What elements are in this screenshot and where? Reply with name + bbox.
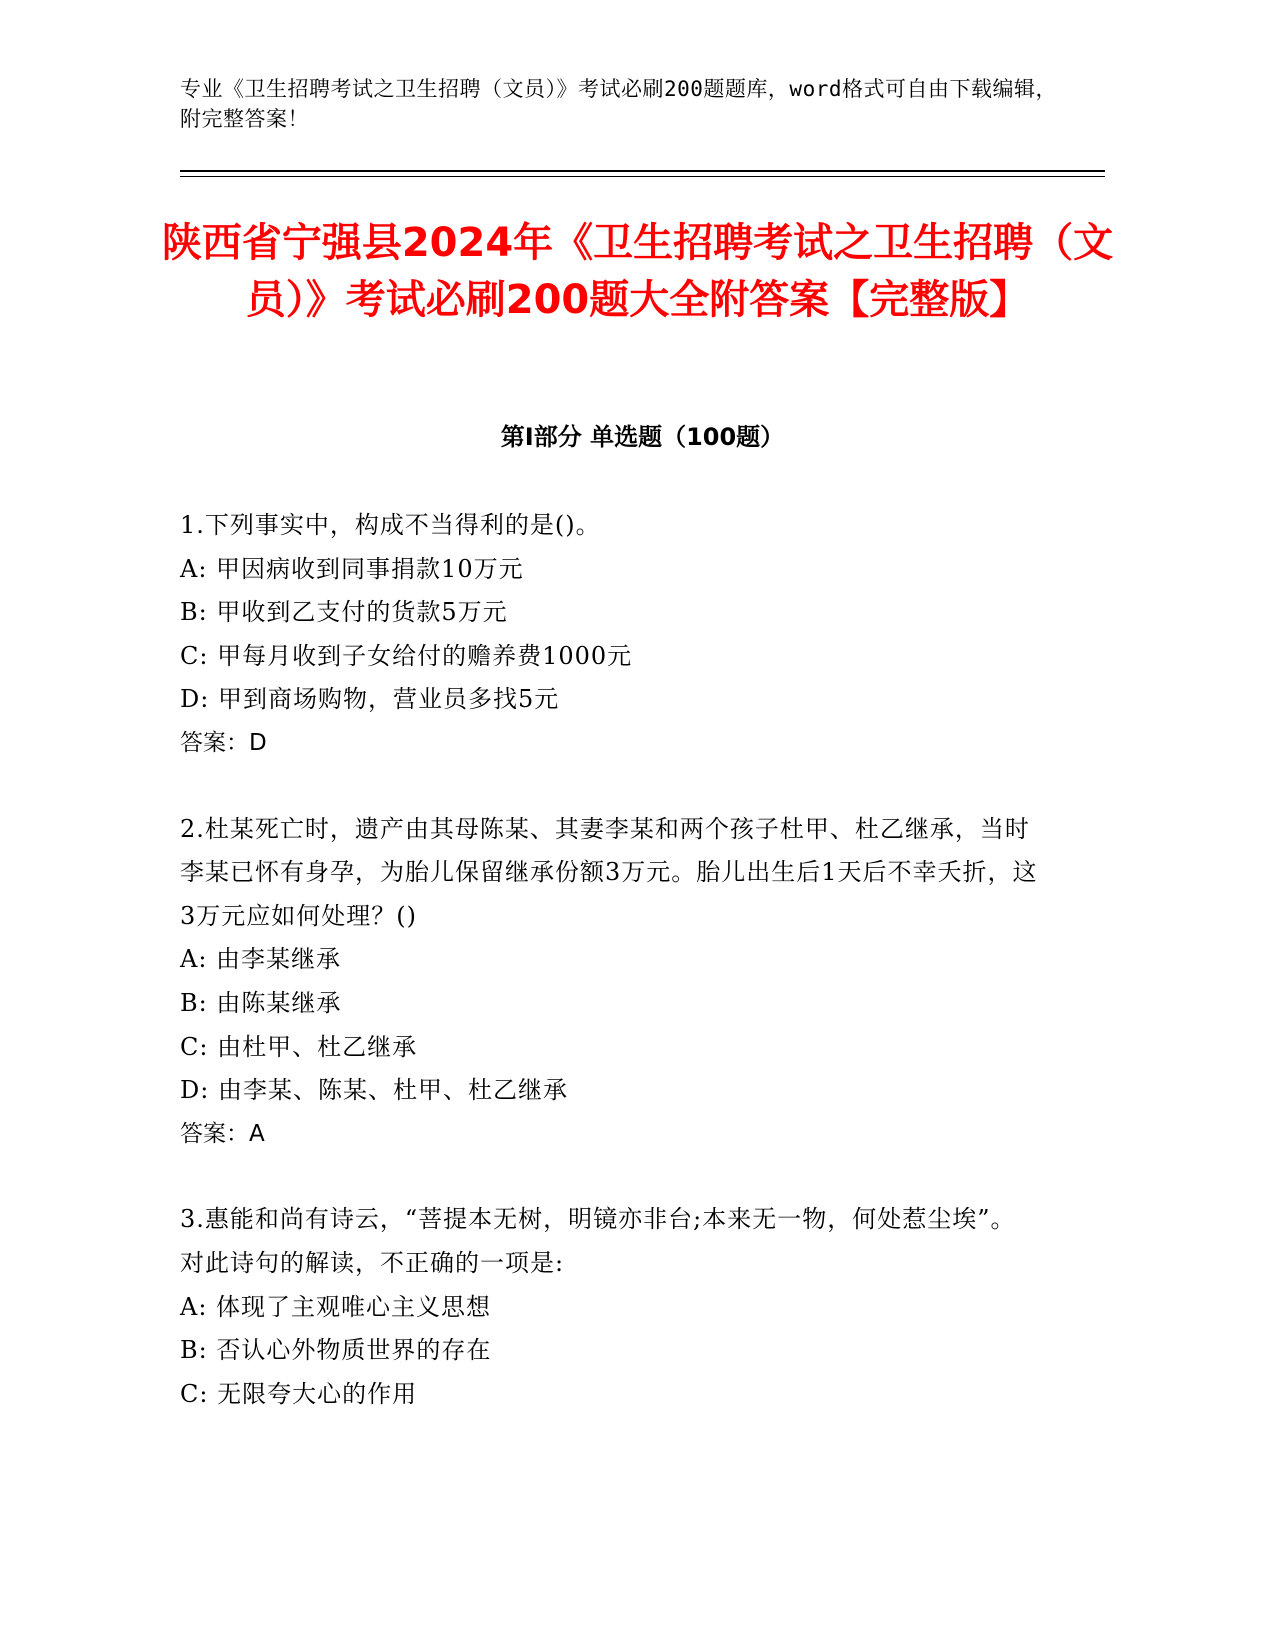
header-rule-thin <box>180 176 1105 177</box>
option-b: B: 由陈某继承 <box>180 988 342 1017</box>
option-d: D: 甲到商场购物，营业员多找5元 <box>180 685 560 714</box>
option-a: A: 体现了主观唯心主义思想 <box>180 1292 492 1321</box>
question-stem: 2.杜某死亡时，遗产由其母陈某、其妻李某和两个孩子杜甲、杜乙继承，当时李某已怀有身孕，为胎儿保留继承份额3万元。胎儿出生后1天后不幸夭折，这3万元应如何处理？() <box>180 814 1038 930</box>
option-c: C: 无限夸大心的作用 <box>180 1379 418 1408</box>
document-title: 陕西省宁强县2024年《卫生招聘考试之卫生招聘（文员）》考试必刷200题大全附答案【完整版】 <box>161 220 1114 323</box>
header-rule-thick <box>180 170 1105 172</box>
answer-label: 答案：A <box>180 1120 265 1147</box>
question-list <box>180 504 1040 1458</box>
option-c: C: 甲每月收到子女给付的赡养费1000元 <box>180 641 633 670</box>
option-c: C: 由杜甲、杜乙继承 <box>180 1032 418 1061</box>
option-b: B: 甲收到乙支付的货款5万元 <box>180 598 508 627</box>
question-1 <box>180 504 1040 766</box>
question-2 <box>180 808 1040 1157</box>
option-a: A: 甲因病收到同事捐款10万元 <box>180 554 524 583</box>
question-stem: 1.下列事实中，构成不当得利的是()。 <box>180 511 601 539</box>
option-d: D: 由李某、陈某、杜甲、杜乙继承 <box>180 1076 568 1105</box>
header-note: 专业《卫生招聘考试之卫生招聘（文员）》考试必刷200题题库，word格式可自由下载编辑，附完整答案！ <box>180 77 1057 131</box>
section-heading: 第I部分 单选题（100题） <box>500 423 785 451</box>
option-b: B: 否认心外物质世界的存在 <box>180 1336 492 1365</box>
option-a: A: 由李某继承 <box>180 945 342 974</box>
answer-label: 答案：D <box>180 729 267 756</box>
question-3 <box>180 1198 1040 1416</box>
question-stem: 3.惠能和尚有诗云，“菩提本无树，明镜亦非台;本来无一物，何处惹尘埃”。对此诗句的解读，不正确的一项是: <box>180 1205 1016 1277</box>
